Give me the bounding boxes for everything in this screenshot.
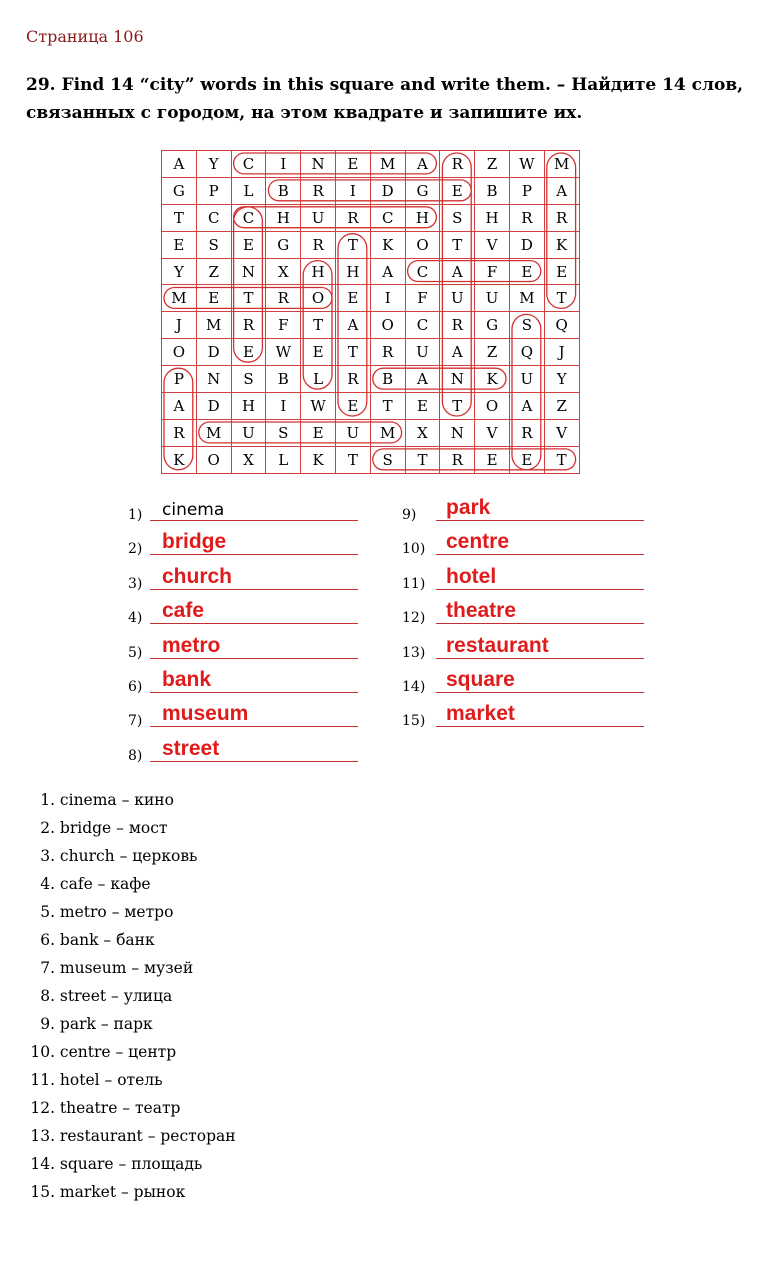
grid-cell: M (370, 151, 405, 178)
grid-cell: J (544, 339, 579, 366)
grid-cell: K (301, 446, 336, 473)
answer-number: 13) (402, 644, 426, 661)
answer-underline (150, 554, 358, 555)
translation-item (28, 954, 236, 982)
translation-text: cinema – кино (55, 791, 174, 809)
grid-cell: B (370, 366, 405, 393)
answer-underline (436, 658, 644, 659)
grid-cell: Z (544, 393, 579, 420)
grid-cell: D (509, 231, 544, 258)
answer-row (128, 493, 368, 523)
translation-text: metro – метро (55, 903, 174, 921)
answer-word: theatre (446, 599, 517, 623)
grid-cell: E (509, 258, 544, 285)
grid-cell: D (196, 339, 231, 366)
grid-cell: O (475, 393, 510, 420)
answer-word: centre (446, 530, 510, 554)
translation-text: square – площадь (55, 1155, 203, 1173)
grid-cell: V (544, 419, 579, 446)
grid-cell: E (301, 339, 336, 366)
grid-cell: E (162, 231, 197, 258)
answer-underline (436, 692, 644, 693)
answer-row (402, 631, 642, 661)
task-title: 29. Find 14 “city” words in this square and write them. – Найдите 14 слов, связанных с городом, на этом квадрате и запишите их. (26, 75, 744, 123)
answer-underline (150, 520, 358, 521)
grid-cell: U (509, 366, 544, 393)
answer-word: metro (162, 633, 221, 657)
grid-cell: L (266, 446, 301, 473)
grid-cell: T (335, 446, 370, 473)
grid-cell: M (370, 419, 405, 446)
answer-word: restaurant (446, 633, 549, 657)
grid-cell: H (335, 258, 370, 285)
grid-cell: B (266, 177, 301, 204)
translation-text: theatre – театр (55, 1099, 181, 1117)
grid-cell: I (370, 285, 405, 312)
translation-item (28, 786, 236, 814)
translation-item (28, 842, 236, 870)
grid-cell: S (440, 204, 475, 231)
translation-number: 5. (40, 903, 55, 921)
grid-cell: T (162, 204, 197, 231)
translation-text: centre – центр (55, 1043, 177, 1061)
answer-underline (436, 589, 644, 590)
answer-underline (150, 658, 358, 659)
answer-number: 14) (402, 679, 426, 695)
grid-cell: U (440, 285, 475, 312)
translation-number: 6. (40, 931, 55, 949)
grid-cell: R (440, 312, 475, 339)
grid-cell: E (509, 446, 544, 473)
translation-text: bank – банк (55, 931, 155, 949)
answer-number: 11) (402, 575, 426, 592)
grid-cell: T (440, 231, 475, 258)
answer-row (128, 527, 368, 557)
grid-cell: C (405, 312, 440, 339)
grid-cell: R (440, 151, 475, 178)
grid-cell: S (509, 312, 544, 339)
grid-cell: P (162, 366, 197, 393)
answer-number: 10) (402, 541, 426, 558)
answer-underline (436, 554, 644, 555)
translation-number: 12. (30, 1099, 55, 1117)
answer-row (402, 562, 642, 592)
grid-cell: R (301, 231, 336, 258)
translation-number: 15. (30, 1183, 55, 1201)
translation-number: 8. (40, 987, 55, 1005)
answer-row (128, 665, 368, 695)
grid-cell: I (335, 177, 370, 204)
translation-number: 3. (40, 847, 55, 865)
grid-cell: R (301, 177, 336, 204)
grid-cell: X (405, 419, 440, 446)
grid-cell: N (440, 366, 475, 393)
grid-cell: R (440, 446, 475, 473)
grid-cell: W (509, 151, 544, 178)
answer-number: 2) (128, 541, 143, 558)
grid-cell: H (266, 204, 301, 231)
grid-cell: H (301, 258, 336, 285)
answer-row (402, 493, 642, 523)
grid-cell: T (301, 312, 336, 339)
grid-cell: E (405, 393, 440, 420)
translation-item (28, 1010, 236, 1038)
answer-number: 1) (128, 507, 143, 523)
grid-cell: C (196, 204, 231, 231)
answer-underline (436, 623, 644, 624)
grid-cell: T (544, 285, 579, 312)
answer-word: cinema (162, 500, 225, 520)
grid-cell: H (231, 393, 266, 420)
translation-number: 11. (30, 1071, 55, 1089)
translation-text: street – улица (55, 987, 173, 1005)
answer-word: hotel (446, 564, 497, 588)
grid-cell: H (405, 204, 440, 231)
answer-row (402, 527, 642, 557)
grid-cell: E (231, 339, 266, 366)
grid-cell: R (335, 366, 370, 393)
grid-cell: I (266, 151, 301, 178)
grid-cell: Y (544, 366, 579, 393)
answer-number: 3) (128, 575, 143, 592)
answer-number: 6) (128, 679, 143, 695)
grid-cell: Q (509, 339, 544, 366)
grid-cell: A (440, 339, 475, 366)
grid-cell: B (266, 366, 301, 393)
grid-cell: O (405, 231, 440, 258)
answer-word: market (446, 702, 515, 726)
grid-cell: T (370, 393, 405, 420)
answer-number: 12) (402, 610, 426, 627)
grid-cell: O (196, 446, 231, 473)
answer-word: church (162, 564, 233, 588)
translation-item (28, 982, 236, 1010)
translation-number: 14. (30, 1155, 55, 1173)
grid-cell: C (231, 151, 266, 178)
grid-cell: E (475, 446, 510, 473)
grid-cell: Y (162, 258, 197, 285)
grid-cell: A (440, 258, 475, 285)
grid-cell: Y (196, 151, 231, 178)
grid-cell: T (440, 393, 475, 420)
grid-cell: M (544, 151, 579, 178)
grid-cell: L (301, 366, 336, 393)
grid-cell: M (162, 285, 197, 312)
grid-cell: N (196, 366, 231, 393)
grid-cell: K (544, 231, 579, 258)
grid-cell: G (475, 312, 510, 339)
grid-cell: R (370, 339, 405, 366)
translation-number: 2. (40, 819, 55, 837)
grid-cell: E (231, 231, 266, 258)
grid-cell: K (475, 366, 510, 393)
answer-row (128, 734, 368, 764)
answer-word: bridge (162, 530, 227, 554)
grid-cell: A (509, 393, 544, 420)
grid-cell: R (335, 204, 370, 231)
answer-row (128, 631, 368, 661)
answer-row (402, 665, 642, 695)
grid-cell: L (231, 177, 266, 204)
translation-text: restaurant – ресторан (55, 1127, 236, 1145)
grid-cell: X (231, 446, 266, 473)
answer-number: 4) (128, 610, 143, 627)
translation-item (28, 898, 236, 926)
grid-cell: K (162, 446, 197, 473)
grid-cell: E (440, 177, 475, 204)
answer-word: museum (162, 702, 249, 726)
answer-word: park (446, 496, 491, 519)
answer-word: bank (162, 668, 212, 691)
grid-cell: P (196, 177, 231, 204)
answer-row (128, 699, 368, 729)
answer-number: 8) (128, 747, 143, 764)
grid-cell: N (440, 419, 475, 446)
translation-number: 7. (40, 959, 55, 977)
grid-cell: A (370, 258, 405, 285)
translation-text: bridge – мост (55, 819, 168, 837)
grid-cell: E (335, 285, 370, 312)
grid-cell: T (335, 339, 370, 366)
grid-cell: X (266, 258, 301, 285)
grid-cell: Z (196, 258, 231, 285)
answer-underline (150, 623, 358, 624)
page-header: Страница 106 (26, 27, 144, 46)
grid-cell: S (231, 366, 266, 393)
grid-cell: G (162, 177, 197, 204)
grid-cell: O (370, 312, 405, 339)
grid-cell: M (509, 285, 544, 312)
answer-underline (150, 589, 358, 590)
translation-text: park – парк (55, 1015, 153, 1033)
grid-cell: E (196, 285, 231, 312)
grid-cell: F (405, 285, 440, 312)
grid-cell: A (335, 312, 370, 339)
grid-cell: C (370, 204, 405, 231)
translation-item (28, 1122, 236, 1150)
grid-cell: P (509, 177, 544, 204)
translation-item (28, 1094, 236, 1122)
grid-cell: R (266, 285, 301, 312)
grid-cell: O (162, 339, 197, 366)
answer-number: 7) (128, 713, 143, 730)
grid-cell: N (301, 151, 336, 178)
grid-cell: A (162, 151, 197, 178)
grid-cell: G (266, 231, 301, 258)
translation-item (28, 814, 236, 842)
grid-cell: N (231, 258, 266, 285)
grid-cell: A (405, 151, 440, 178)
grid-cell: E (335, 393, 370, 420)
translation-number: 9. (40, 1015, 55, 1033)
grid-cell: W (266, 339, 301, 366)
answer-number: 5) (128, 644, 143, 661)
translation-item (28, 870, 236, 898)
grid-cell: Z (475, 339, 510, 366)
grid-cell: U (405, 339, 440, 366)
grid-cell: E (335, 151, 370, 178)
grid-cell: R (162, 419, 197, 446)
grid-cell: O (301, 285, 336, 312)
grid-cell: T (544, 446, 579, 473)
answer-row (402, 699, 642, 729)
grid-cell: J (162, 312, 197, 339)
translation-number: 10. (30, 1043, 55, 1061)
grid-cell: G (405, 177, 440, 204)
grid-cell: E (301, 419, 336, 446)
grid-cell: U (335, 419, 370, 446)
grid-cell: H (475, 204, 510, 231)
translation-number: 4. (40, 875, 55, 893)
translation-item (28, 1038, 236, 1066)
translation-list (28, 786, 236, 1206)
grid-cell: S (266, 419, 301, 446)
answer-underline (150, 726, 358, 727)
grid-cell: A (405, 366, 440, 393)
grid-cell: R (231, 312, 266, 339)
translation-text: market – рынок (55, 1183, 186, 1201)
translation-text: museum – музей (55, 959, 194, 977)
answer-underline (150, 692, 358, 693)
answer-word: street (162, 736, 220, 760)
answer-number: 9) (402, 507, 417, 523)
grid-cell: S (196, 231, 231, 258)
grid-cell: M (196, 419, 231, 446)
grid-cell: C (231, 204, 266, 231)
grid-cell: C (405, 258, 440, 285)
grid-cell: A (162, 393, 197, 420)
answer-underline (436, 726, 644, 727)
grid-cell: V (475, 419, 510, 446)
grid-cell: S (370, 446, 405, 473)
translation-text: church – церковь (55, 847, 198, 865)
grid-cell: K (370, 231, 405, 258)
grid-cell: Z (475, 151, 510, 178)
answer-underline (150, 761, 358, 762)
answer-word: cafe (162, 599, 205, 623)
translation-item (28, 1150, 236, 1178)
grid-cell: B (475, 177, 510, 204)
grid-cell: R (544, 204, 579, 231)
grid-cell: F (266, 312, 301, 339)
grid-cell: W (301, 393, 336, 420)
translation-item (28, 1178, 236, 1206)
translation-item (28, 1066, 236, 1094)
grid-cell: R (509, 204, 544, 231)
grid-cell: D (370, 177, 405, 204)
grid-cell: V (475, 231, 510, 258)
answer-row (128, 596, 368, 626)
grid-cell: R (509, 419, 544, 446)
grid-cell: U (231, 419, 266, 446)
grid-cell: Q (544, 312, 579, 339)
grid-cell: M (196, 312, 231, 339)
grid-cell: I (266, 393, 301, 420)
answer-row (402, 596, 642, 626)
grid-cell: T (335, 231, 370, 258)
grid-cell: U (301, 204, 336, 231)
answer-underline (436, 520, 644, 521)
grid-cell: E (544, 258, 579, 285)
grid-cell: T (405, 446, 440, 473)
translation-text: cafe – кафе (55, 875, 151, 893)
grid-cell: F (475, 258, 510, 285)
translation-item (28, 926, 236, 954)
translation-text: hotel – отель (55, 1071, 163, 1089)
answer-row (128, 562, 368, 592)
translation-number: 13. (30, 1127, 55, 1145)
answer-number: 15) (402, 713, 426, 730)
grid-cell: T (231, 285, 266, 312)
grid-cell: A (544, 177, 579, 204)
grid-cell: U (475, 285, 510, 312)
grid-cell: D (196, 393, 231, 420)
answer-word: square (446, 668, 515, 691)
translation-number: 1. (40, 791, 55, 809)
